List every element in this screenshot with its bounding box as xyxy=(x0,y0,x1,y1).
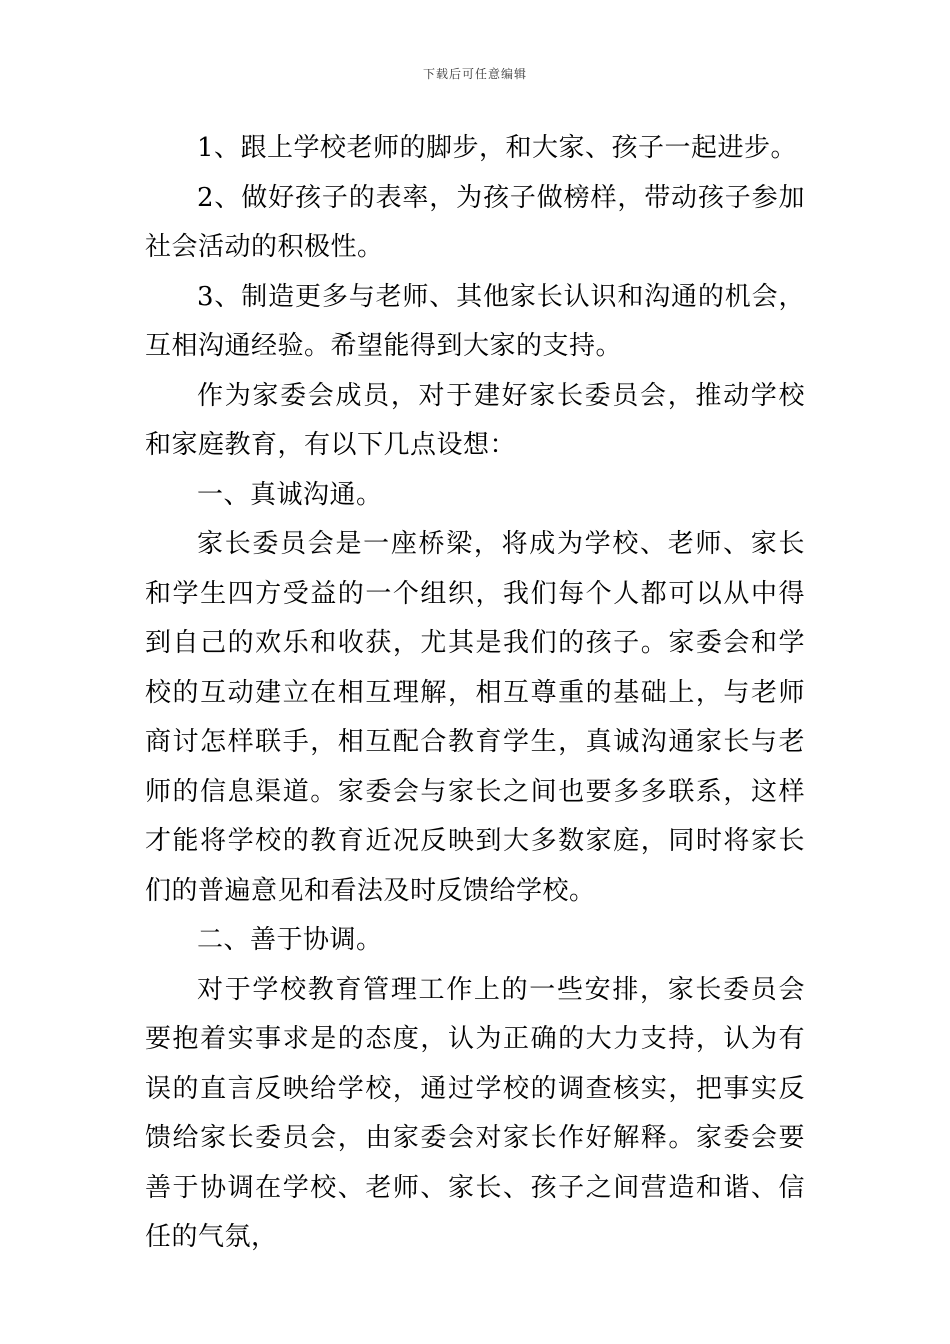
paragraph-section-1: 家长委员会是一座桥梁，将成为学校、老师、家长和学生四方受益的一个组织，我们每个人都可以从中得到自己的欢乐和收获，尤其是我们的孩子。家委会和学校的互动建立在相互理解，相互尊重的基础上，与老师商讨怎样联手，相互配合教育学生，真诚沟通家长与老师的信息渠道。家委会与家长之间也要多多联系，这样才能将学校的教育近况反映到大多数家庭，同时将家长们的普遍意见和看法及时反馈给学校。 xyxy=(145,529,805,906)
paragraph-intro: 作为家委会成员，对于建好家长委员会，推动学校和家庭教育，有以下几点设想： xyxy=(145,380,805,460)
document-body xyxy=(145,124,805,1263)
paragraph-item-1: 1、跟上学校老师的脚步，和大家、孩子一起进步。 xyxy=(197,133,798,163)
paragraph-item-3: 3、制造更多与老师、其他家长认识和沟通的机会，互相沟通经验。希望能得到大家的支持。 xyxy=(145,281,805,361)
paragraph-item-2: 2、做好孩子的表率，为孩子做榜样，带动孩子参加社会活动的积极性。 xyxy=(145,182,805,262)
section-heading-2: 二、善于协调。 xyxy=(197,925,383,955)
paragraph-section-2: 对于学校教育管理工作上的一些安排，家长委员会要抱着实事求是的态度，认为正确的大力支持，认为有误的直言反映给学校，通过学校的调查核实，把事实反馈给家长委员会，由家委会对家长作好解释。家委会要善于协调在学校、老师、家长、孩子之间营造和谐、信任的气氛， xyxy=(145,974,805,1252)
header-note: 下载后可任意编辑 xyxy=(422,67,527,81)
section-heading-1: 一、真诚沟通。 xyxy=(197,479,383,510)
